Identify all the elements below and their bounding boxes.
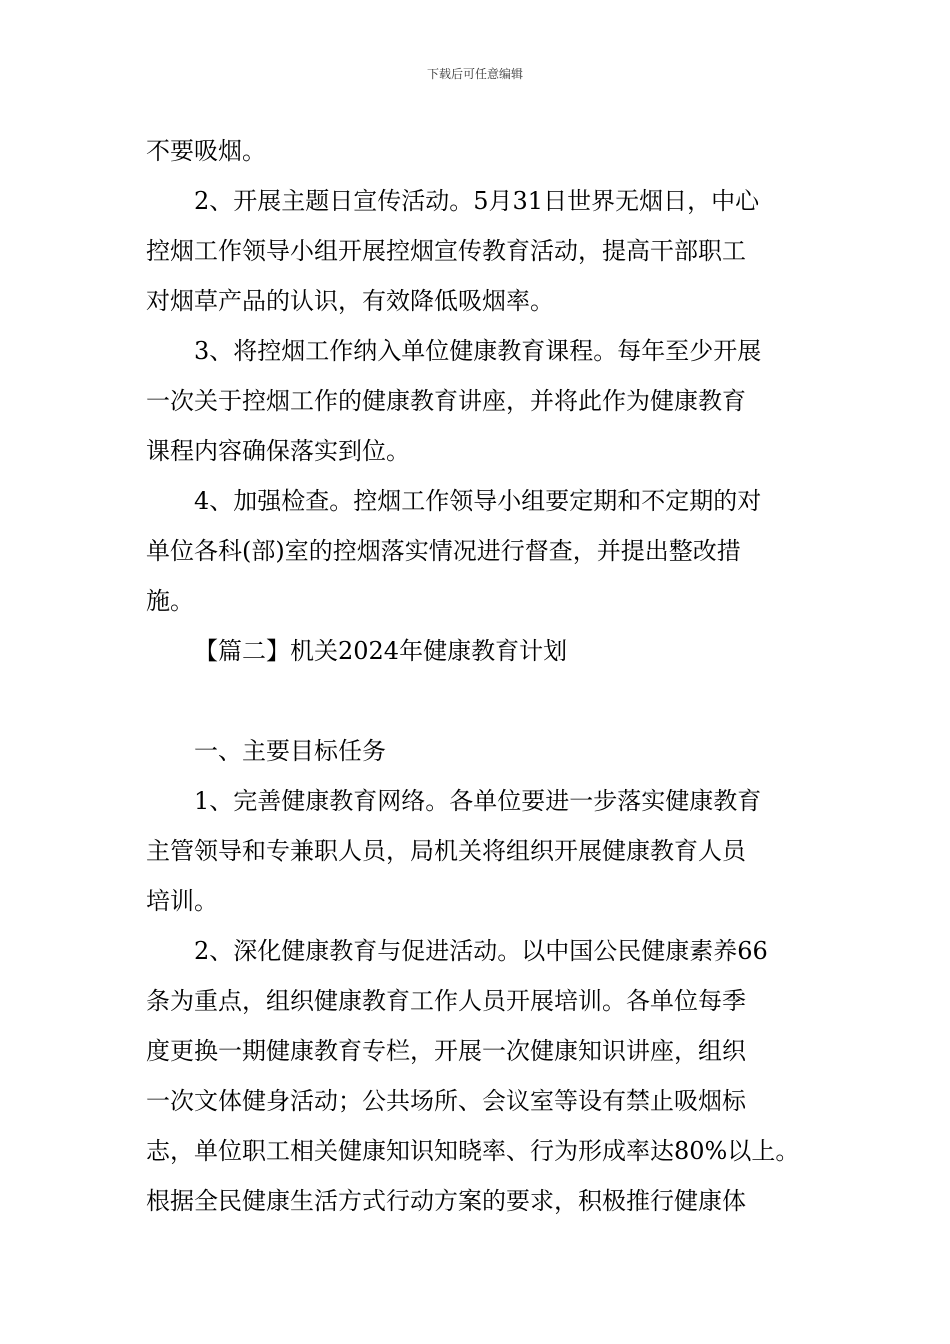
paragraph-start-line: 4、加强检查。控烟工作领导小组要定期和不定期的对 <box>194 487 762 515</box>
document-body <box>146 126 826 1226</box>
text-line: 条为重点，组织健康教育工作人员开展培训。各单位每季 <box>146 987 746 1015</box>
header-note: 下载后可任意编辑 <box>426 67 523 81</box>
text-line: 控烟工作领导小组开展控烟宣传教育活动，提高干部职工 <box>146 237 746 265</box>
text-line: 主管领导和专兼职人员，局机关将组织开展健康教育人员 <box>146 837 746 865</box>
paragraph-start-line: 2、深化健康教育与促进活动。以中国公民健康素养66 <box>194 937 768 965</box>
text-line: 课程内容确保落实到位。 <box>146 437 410 465</box>
text-line: 不要吸烟。 <box>146 137 266 165</box>
text-line: 志，单位职工相关健康知识知晓率、行为形成率达80%以上。 <box>146 1137 800 1165</box>
text-line: 一次文体健身活动；公共场所、会议室等设有禁止吸烟标 <box>146 1087 746 1115</box>
paragraph-start-line: 3、将控烟工作纳入单位健康教育课程。每年至少开展 <box>194 337 762 365</box>
spacer <box>146 676 826 726</box>
text-line: 度更换一期健康教育专栏，开展一次健康知识讲座，组织 <box>146 1037 746 1065</box>
text-line: 根据全民健康生活方式行动方案的要求，积极推行健康体 <box>146 1187 746 1215</box>
paragraph-start-line: 2、开展主题日宣传活动。5月31日世界无烟日，中心 <box>194 187 760 215</box>
text-line: 施。 <box>146 587 194 615</box>
section-heading: 【篇二】机关2024年健康教育计划 <box>194 637 568 665</box>
text-line: 一次关于控烟工作的健康教育讲座，并将此作为健康教育 <box>146 387 746 415</box>
subsection-heading: 一、主要目标任务 <box>194 737 386 765</box>
text-line: 对烟草产品的认识，有效降低吸烟率。 <box>146 287 554 315</box>
paragraph-start-line: 1、完善健康教育网络。各单位要进一步落实健康教育 <box>194 787 762 815</box>
text-line: 单位各科(部)室的控烟落实情况进行督查，并提出整改措 <box>146 537 741 565</box>
text-line: 培训。 <box>146 887 218 915</box>
